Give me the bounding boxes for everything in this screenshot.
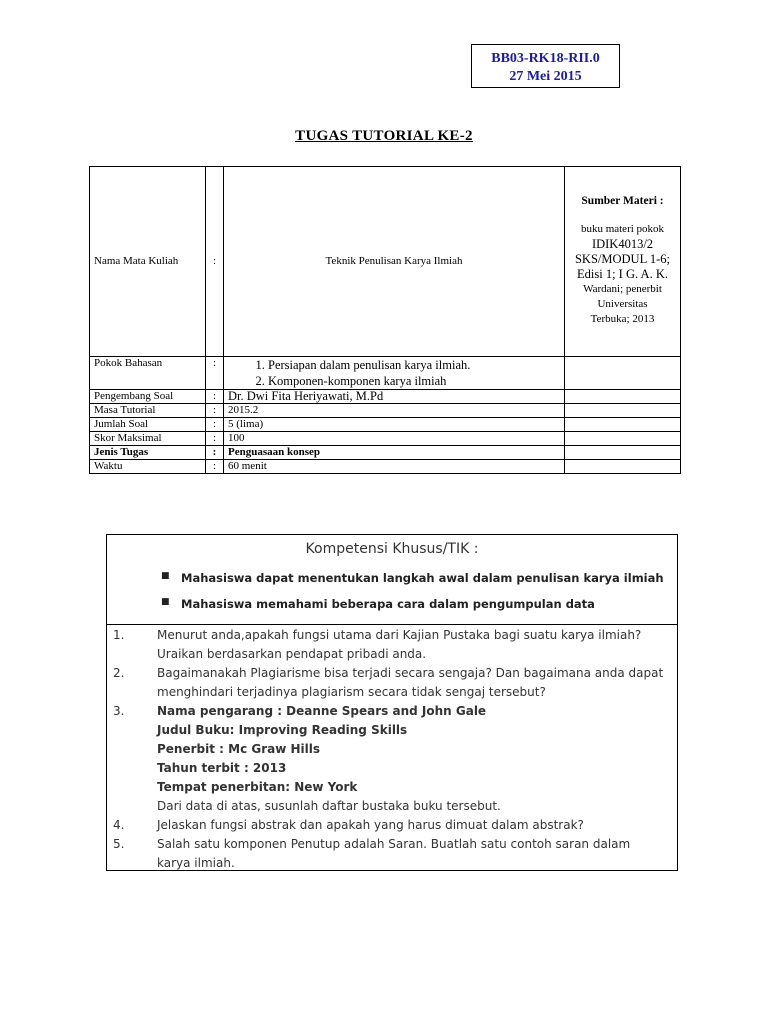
- sumber-materi-text: [569, 222, 676, 327]
- question-line: Tahun terbit : 2013: [157, 761, 287, 775]
- question-line: Dari data di atas, susunlah daftar bustaka buku tersebut.: [157, 799, 501, 813]
- label-masa-tutorial: Masa Tutorial: [90, 404, 206, 418]
- sumber-line: buku materi pokok: [580, 223, 665, 235]
- question-line: Uraikan berdasarkan pendapat pribadi anda.: [157, 647, 427, 661]
- value-masa-tutorial: 2015.2: [224, 404, 565, 418]
- question-item: [107, 702, 677, 816]
- kompetensi-item-text: Mahasiswa dapat menentukan langkah awal dalam penulisan karya ilmiah: [181, 571, 664, 585]
- question-line: Salah satu komponen Penutup adalah Saran. Buatlah satu contoh saran dalam: [157, 837, 631, 851]
- document-date: 27 Mei 2015: [509, 69, 582, 84]
- document-code-box: [471, 44, 620, 88]
- label-waktu: Waktu: [90, 460, 206, 474]
- question-line: Menurut anda,apakah fungsi utama dari Kajian Pustaka bagi suatu karya ilmiah?: [157, 628, 642, 642]
- row-jumlah-soal: [90, 418, 681, 432]
- sumber-line: IDIK4013/2: [591, 237, 654, 251]
- question-number: 5.: [113, 837, 125, 851]
- row-masa-tutorial: [90, 404, 681, 418]
- question-number: 2.: [113, 666, 125, 680]
- row-jenis-tugas: [90, 446, 681, 460]
- empty-cell: [565, 432, 681, 446]
- colon: :: [206, 390, 224, 404]
- sumber-line: SKS/MODUL 1-6;: [574, 252, 671, 266]
- sumber-line: Universitas: [597, 298, 648, 310]
- question-number: 4.: [113, 818, 125, 832]
- question-item: [107, 835, 677, 873]
- empty-cell: [565, 460, 681, 474]
- kompetensi-box: [106, 534, 678, 871]
- row-pokok-bahasan: [90, 357, 681, 390]
- question-line: Judul Buku: Improving Reading Skills: [157, 723, 408, 737]
- empty-cell: [565, 446, 681, 460]
- empty-cell: [565, 357, 681, 390]
- question-line: Tempat penerbitan: New York: [157, 780, 358, 794]
- colon: :: [206, 460, 224, 474]
- kompetensi-item-text: Mahasiswa memahami beberapa cara dalam pengumpulan data: [181, 597, 595, 611]
- label-jenis-tugas: Jenis Tugas: [90, 446, 206, 460]
- colon: :: [206, 167, 224, 357]
- question-line: Nama pengarang : Deanne Spears and John Gale: [157, 704, 487, 718]
- kompetensi-list: [161, 571, 664, 623]
- empty-cell: [565, 418, 681, 432]
- sumber-line: Terbuka; 2013: [590, 313, 655, 325]
- question-line: menghindari terjadinya plagiarism secara tidak sengaj tersebut?: [157, 685, 546, 699]
- kompetensi-header: [107, 535, 677, 625]
- pokok-item: 1. Persiapan dalam penulisan karya ilmiah.: [268, 357, 560, 373]
- label-skor-maksimal: Skor Maksimal: [90, 432, 206, 446]
- value-skor-maksimal: 100: [224, 432, 565, 446]
- question-item: [107, 626, 677, 664]
- question-list: [107, 626, 677, 873]
- colon: :: [206, 404, 224, 418]
- pokok-item: 2. Komponen-komponen karya ilmiah: [268, 373, 560, 389]
- kompetensi-title: Kompetensi Khusus/TIK :: [305, 541, 479, 557]
- colon: :: [206, 357, 224, 390]
- row-waktu: [90, 460, 681, 474]
- page-title: TUGAS TUTORIAL KE-2: [295, 128, 473, 144]
- value-pengembang-soal: Dr. Dwi Fita Heriyawati, M.Pd: [224, 390, 565, 404]
- empty-cell: [565, 390, 681, 404]
- document-code: BB03-RK18-RII.0: [491, 51, 600, 66]
- empty-cell: [565, 404, 681, 418]
- label-nama-mata-kuliah: Nama Mata Kuliah: [90, 167, 206, 357]
- question-item: [107, 816, 677, 835]
- info-table: [89, 166, 681, 474]
- sumber-line: Edisi 1; I G. A. K.: [577, 267, 668, 281]
- row-pengembang-soal: [90, 390, 681, 404]
- colon: :: [206, 446, 224, 460]
- question-item: [107, 664, 677, 702]
- value-jenis-tugas: Penguasaan konsep: [224, 446, 565, 460]
- question-line: Bagaimanakah Plagiarisme bisa terjadi secara sengaja? Dan bagaimana anda dapat: [157, 666, 664, 680]
- colon: :: [206, 418, 224, 432]
- question-number: 1.: [113, 628, 125, 642]
- question-line: Penerbit : Mc Graw Hills: [157, 742, 321, 756]
- label-jumlah-soal: Jumlah Soal: [90, 418, 206, 432]
- sumber-materi-label: Sumber Materi :: [581, 195, 664, 207]
- row-skor-maksimal: [90, 432, 681, 446]
- square-bullet-icon: ■: [161, 597, 170, 607]
- square-bullet-icon: ■: [161, 571, 170, 581]
- kompetensi-item: [161, 597, 664, 611]
- question-line: karya ilmiah.: [157, 856, 235, 870]
- sumber-materi-cell: [565, 167, 681, 357]
- kompetensi-item: [161, 571, 664, 585]
- question-number: 3.: [113, 704, 125, 718]
- colon: :: [206, 432, 224, 446]
- value-nama-mata-kuliah: Teknik Penulisan Karya Ilmiah: [224, 167, 565, 357]
- question-line: Jelaskan fungsi abstrak dan apakah yang harus dimuat dalam abstrak?: [157, 818, 584, 832]
- value-waktu: 60 menit: [224, 460, 565, 474]
- label-pengembang-soal: Pengembang Soal: [90, 390, 206, 404]
- value-jumlah-soal: 5 (lima): [224, 418, 565, 432]
- sumber-line: Wardani; penerbit: [583, 283, 662, 295]
- value-pokok-bahasan: [224, 357, 565, 390]
- label-pokok-bahasan: Pokok Bahasan: [90, 357, 206, 390]
- row-nama-mata-kuliah: [90, 167, 681, 357]
